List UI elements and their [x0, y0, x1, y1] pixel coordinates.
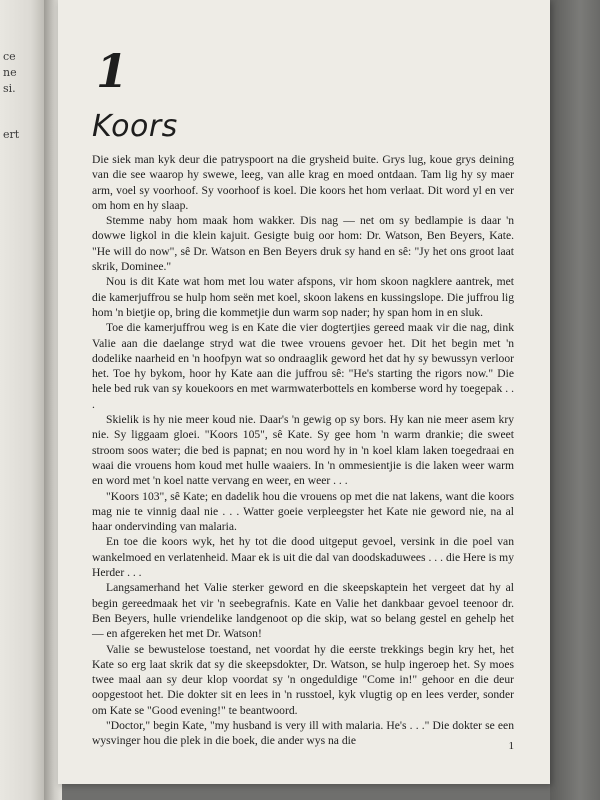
paragraph: Toe die kamerjuffrou weg is en Kate die vier dogtertjies gereed maak vir die nag, dink Valie aan die daelange stryd wat die twee vrouens gevoer het. Dit het begin met 'n dodelike naarheid en 'n hoofpyn wat so ondraaglik geword het dat hy sy bewussyn verloor het. Toe hy bykom, hoor hy Kate aan die juffrou sê: "He's starting the rigors now." Die hele bed ruk van sy kouekoors en met warmwaterbottels en komberse word hy toegepak . . .: [92, 321, 514, 411]
background-surface: [550, 0, 600, 800]
paragraph: Nou is dit Kate wat hom met lou water afspons, vir hom skoon nagklere aantrek, met die kamerjuffrou se hulp hom seën met koel, skoon lakens en kussingslope. Die juffrou lig hom 'n bietjie op, bring die kommetjie dun warm sop nader; hy span hom in en sluk.: [92, 275, 514, 319]
chapter-title: Koors: [92, 109, 178, 144]
paragraph: Skielik is hy nie meer koud nie. Daar's 'n gewig op sy bors. Hy kan nie meer asem kry nie. Sy liggaam gloei. "Koors 105", sê Kate. Sy gee hom 'n warm drankie; die sweet stroom soos water; die bed is papnat; en nou word hy in 'n koel klam laken toegedraai en waai die vrouens hom koud met hulle waaiers. In 'n ommesientjie is die laken weer warm en word met 'n koel natte vervang en weer, en weer . . .: [92, 413, 514, 488]
paragraph: Valie se bewustelose toestand, net voordat hy die eerste trekkings begin kry het, het Kate so erg laat skrik dat sy die skeepsdokter, Dr. Watson, se hulp ingeroep het. Sy moes twee maal aan sy deur klop voordat sy 'n ongeduldige "Come in!" gehoor en die deur oopgestoot het. Die dokter sit en lees in 'n russtoel, kyk vlugtig op en lees verder, sonder om Kate se "Good evening!" te beantwoord.: [92, 642, 514, 717]
paragraph: Die siek man kyk deur die patryspoort na die grysheid buite. Grys lug, koue grys deining van die see waarop hy swewe, leeg, van alle krag en moed ontdaan. Tam lig hy sy maer arm, voel sy voorhoof. Sy voorhoof is koel. Die koors het hom verlaat. Dit word yl en ver om hom en hy slaap.: [92, 153, 514, 212]
paragraph: Langsamerhand het Valie sterker geword en die skeepskaptein het vergeet dat hy al begin gereedmaak het vir 'n seebegrafnis. Kate en Valie het dankbaar gevoel teenoor dr. Ben Beyers, hulle vriendelike landgenoot op die skip, wat so belang gestel en gehelp het — en afgereken het met Dr. Watson!: [92, 581, 514, 641]
facing-page-fragment: ert: [3, 128, 20, 141]
page-number: 1: [508, 740, 514, 752]
paragraph: "Doctor," begin Kate, "my husband is very ill with malaria. He's . . ." Die dokter se een wysvinger hou die plek in die boek, die ander wys na die: [92, 718, 514, 748]
paragraph: Stemme naby hom maak hom wakker. Dis nag — net om sy bedlampie is daar 'n dowwe ligkol in die klein kajuit. Gesigte buig oor hom: Dr. Watson, Ben Beyers, Kate. "He will do now", sê Dr. Watson en Ben Beyers druk sy hand en sê: "Jy het ons groot laat skrik, Dominee.": [92, 214, 514, 274]
paragraph: "Koors 103", sê Kate; en dadelik hou die vrouens op met die nat lakens, want die koors mag nie te vinnig daal nie . . . Watter goeie verpleegster het Kate nie geword nie, na al haar ondervinding van malaria.: [92, 489, 514, 534]
paragraph: En toe die koors wyk, het hy tot die dood uitgeput gevoel, versink in die poel van wankelmoed en verlatenheid. Maar ek is uit die dal van doodskaduwees . . . die Here is my Herder . . .: [92, 535, 514, 580]
facing-page: [0, 0, 44, 800]
chapter-body: [92, 152, 514, 749]
facing-page-fragment: si.: [3, 82, 16, 95]
facing-page-fragment: ce: [3, 50, 16, 63]
facing-page-fragment: ne: [3, 66, 17, 79]
book-page: [58, 0, 550, 784]
chapter-number: 1: [96, 44, 129, 98]
